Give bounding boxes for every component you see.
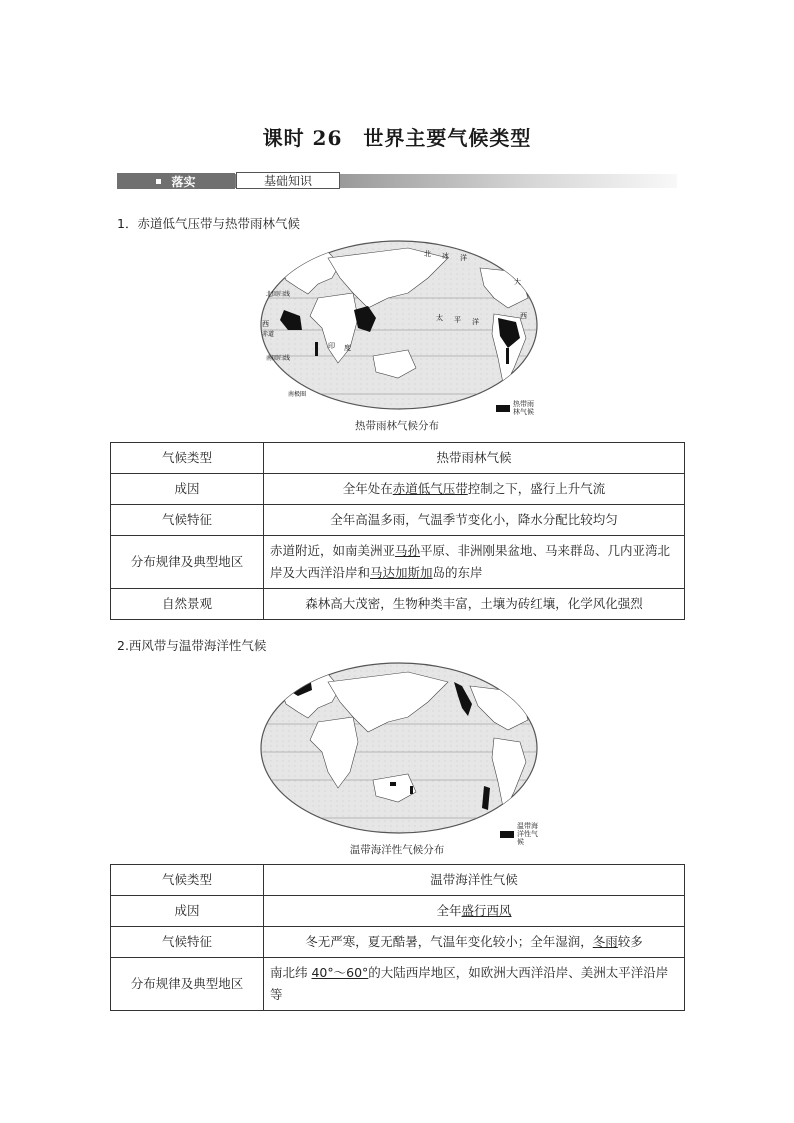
row-value [264, 958, 685, 1011]
value-underlined: 赤道低气压带 [392, 481, 468, 496]
value-text: 平原、非洲刚果盆地、马来群岛、几内亚湾北岸及大西洋沿岸和 [270, 543, 671, 580]
label-yin: 印 [328, 342, 335, 350]
page-title: 课时 26 世界主要气候类型 [262, 126, 532, 150]
row-value: 温带海洋性气候 [264, 865, 685, 896]
world-map-rainforest [258, 238, 540, 412]
row-key: 成因 [111, 474, 264, 505]
rainforest-madagascar [315, 342, 318, 356]
label-yang2: 洋 [472, 318, 479, 326]
table-row [111, 865, 685, 896]
table-row [111, 443, 685, 474]
value-underlined: 马达加斯加 [370, 565, 433, 580]
label-xi-west: 西 [262, 320, 269, 328]
row-key: 成因 [111, 896, 264, 927]
label-nanjiquan: 南极圈 [288, 391, 307, 398]
row-key: 气候特征 [111, 927, 264, 958]
value-text: 南北纬 [270, 965, 312, 980]
map-caption-rainforest: 热带雨林气候分布 [355, 420, 439, 432]
value-text: 全年处在 [342, 481, 393, 496]
value-underlined: 盛行西风 [461, 903, 512, 918]
table-rainforest [110, 442, 685, 620]
legend-swatch [496, 405, 510, 412]
row-key: 气候特征 [111, 505, 264, 536]
table-oceanic [110, 864, 685, 1011]
label-chidao: 赤道 [262, 331, 275, 338]
legend-swatch [500, 831, 514, 838]
section1-heading: 1．赤道低气压带与热带雨林气候 [117, 216, 300, 231]
section-tag-label: 落实 [171, 174, 196, 189]
section-bar [117, 172, 677, 192]
table-row [111, 505, 685, 536]
table-row [111, 474, 685, 505]
oceanic-new-zealand [410, 786, 413, 794]
row-key: 自然景观 [111, 589, 264, 620]
table-row [111, 589, 685, 620]
label-xi-east: 西 [520, 312, 527, 320]
legend-oceanic [500, 822, 539, 846]
value-text: 控制之下，盛行上升气流 [467, 481, 606, 496]
rainforest-brazil-coast [506, 348, 509, 364]
label-ping: 平 [454, 316, 461, 324]
table-row [111, 927, 685, 958]
square-bullet-icon [156, 179, 161, 184]
row-value: 热带雨林气候 [264, 443, 685, 474]
legend-rainforest [496, 400, 535, 416]
row-key: 分布规律及典型地区 [111, 958, 264, 1011]
label-bei: 北 [424, 250, 431, 258]
row-value [264, 474, 685, 505]
label-du: 度 [344, 344, 351, 352]
world-map-oceanic [258, 660, 540, 836]
table-row [111, 896, 685, 927]
row-key: 气候类型 [111, 443, 264, 474]
row-key: 分布规律及典型地区 [111, 536, 264, 589]
row-value: 森林高大茂密，生物种类丰富，土壤为砖红壤，化学风化强烈 [264, 589, 685, 620]
label-beihuigui: 北回归线 [266, 291, 291, 298]
row-key: 气候类型 [111, 865, 264, 896]
map-caption-oceanic: 温带海洋性气候分布 [349, 844, 445, 856]
value-text: 的大陆西岸地区，如欧洲大西洋沿岸、美洲太平洋沿岸等 [270, 965, 669, 1002]
label-bing: 冰 [442, 252, 449, 260]
oceanic-australia-se [390, 782, 396, 786]
value-underlined: 冬雨 [592, 934, 618, 949]
legend-text: 热带雨林气候 [513, 400, 534, 416]
row-value [264, 927, 685, 958]
row-value: 全年高温多雨，气温季节变化小，降水分配比较均匀 [264, 505, 685, 536]
row-value [264, 536, 685, 589]
value-underlined: 40°～60° [311, 965, 369, 980]
section-tag [117, 173, 235, 189]
label-da: 大 [514, 278, 521, 286]
value-text: 较多 [617, 934, 643, 949]
label-yang: 洋 [460, 254, 467, 262]
table-row [111, 536, 685, 589]
value-text: 冬无严寒，夏无酷暑，气温年变化较小；全年湿润， [305, 934, 593, 949]
oceanic-map [258, 660, 540, 836]
value-text: 全年 [436, 903, 462, 918]
section-label: 基础知识 [236, 172, 340, 189]
value-text: 赤道附近，如南美洲亚 [270, 543, 396, 558]
rainforest-map [258, 238, 540, 412]
label-tai: 太 [436, 314, 443, 322]
label-nanhuigui: 南回归线 [266, 355, 291, 362]
value-underlined: 马孙 [395, 543, 421, 558]
row-value [264, 896, 685, 927]
table-row [111, 958, 685, 1011]
section2-heading: 2.西风带与温带海洋性气候 [117, 638, 267, 653]
value-text: 岛的东岸 [432, 565, 483, 580]
legend-text: 温带海洋性气候 [517, 822, 538, 846]
